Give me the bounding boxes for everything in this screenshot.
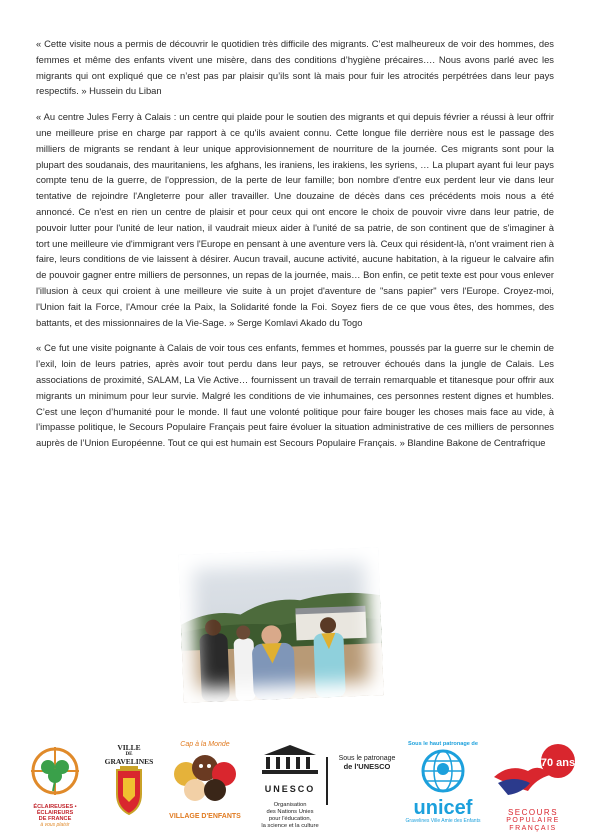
unesco-caption	[254, 802, 326, 830]
testimony-serge: « Au centre Jules Ferry à Calais : un centre qui plaide pour le soutien des migrants et qui depuis février a réussi à leur offrir une meilleure prise en charge par rapport à ce qu'ils avaient connu. Cette longue file derrière nous est le passage des milliers de migrants se rendant à leur unique approvisionnement de nourriture de la journée. Ces migrants sont pour la plupart des soudanais, des mauritaniens, les afghans, les iraniens, les irakiens, les syriens, … La plupart ayant fui leur pays compte tenu de la guerre, de l'oppression, de la perte de leur famille; bon nombre d'entre eux perdent leur vie dans leur tentative de rejoindre l'Angleterre pour aller travailler. Une douzaine de décès dans ces précédents mois nous a été annoncé. Ce n'est en rien un centre de plaisir et pour ceux qui ont encore le choix de pouvoir vivre dans leur patrie, de pouvoir lutter pour l'unité de leur nation, il vaudrait mieux aider à l'unité de sa patrie, de son continent que de s'imaginer à tort une meilleure vie d'immigrant vers l'Europe en pensant à une aventure vers là. Ceux qui résident-là, n'ont vraiment rien à faire, leurs conditions de vie laissent à désirer. Aucun travail, aucune activité, aucune habitation, à la rigueur le calvaire afin de pouvoir gagner entre milliers de personnes, un repas de la journée, mais… Bon enfin, ce petit texte est pour vous enlever l'illusion à ceux qui croient à une meilleure vie suite à un projet d'aventure de "sans papier" vers l'Europe. Croyez-moi, l'Union fait la Force, l'Amour crée la Paix, la Solidarité fonde la Foi. Soyez fiers de ce que vous êtes, des hommes, des battants, et des missionnaires de la Vie-Sage. » Serge Komlavi Akado du Togo	[36, 111, 554, 328]
unicef-logo	[402, 741, 484, 835]
children-faces-icon	[166, 748, 244, 808]
secours-line1: SECOURS	[507, 808, 559, 817]
article-body	[36, 36, 554, 461]
eedf-name-line1: ÉCLAIREUSES • ÉCLAIREURS	[33, 804, 77, 816]
unesco-caption-line: Organisation	[273, 802, 307, 808]
unesco-temple-icon	[254, 743, 326, 777]
unicef-wordmark: unicef	[413, 797, 473, 819]
eedf-emblem-icon	[20, 743, 90, 799]
group-photo	[178, 547, 384, 703]
secours-badge-text: 70 ans	[540, 757, 576, 769]
gravelines-line3: GRAVELINES	[104, 757, 154, 766]
unicef-globe-icon	[402, 747, 484, 793]
unicef-city-caption: Gravelines Ville Amie des Enfants	[405, 818, 481, 824]
gravelines-logo	[100, 743, 158, 833]
patronage-line1: Sous le patronage	[338, 755, 396, 762]
gravelines-coat-of-arms-icon	[100, 766, 158, 816]
partner-logos-footer	[0, 735, 591, 835]
testimony-hussein: « Cette visite nous a permis de découvrir le quotidien très difficile des migrants. C’est malheureux de voir des hommes, des femmes et même des enfants vivent une misère, dans des conditions d’hygiène précaires…. Nous avons parlé avec les migrants qui ont expliqué que ce n’est pas par plaisir qu’ils sont là mais pour fuir les atrocités perpétrées dans leur pays respectifs. » Hussein du Liban	[36, 38, 554, 97]
gravelines-line1: VILLE	[117, 743, 141, 752]
unesco-title: UNESCO	[264, 784, 316, 794]
village-top-text: Cap à la Monde	[180, 741, 230, 748]
village-enfants-logo	[166, 741, 244, 831]
patronage-divider	[326, 757, 328, 805]
eedf-name-line2: DE FRANCE	[38, 816, 72, 822]
group-photo-image	[178, 547, 384, 703]
secours-hand-dove-icon	[488, 741, 578, 803]
patronage-line2: de l'UNESCO	[343, 762, 391, 771]
eedf-tagline: à vous plaisir	[40, 822, 70, 828]
unesco-patronage-text	[332, 755, 402, 795]
eedf-logo	[20, 743, 90, 831]
secours-line2: POPULAIRE	[506, 817, 560, 824]
secours-line3: FRANÇAIS	[509, 825, 557, 832]
testimony-blandine: « Ce fut une visite poignante à Calais de voir tous ces enfants, femmes et hommes, poussés par la guerre sur le chemin de l’exil, loin de leurs patries, après avoir tout perdu dans leur pays, se retrouver échoués dans la jungle de Calais. Les associations de proximité, SALAM, La Vie Active… fournissent un travail de terrain remarquable et titanesque pour offrir aux migrants un minimum pour leur survie. Malgré les conditions de vie inhumaines, ces personnes restent dignes et humbles. C’est une leçon d’humanité pour le monde. Il faut une volonté politique pour faire bouger les choses mais face au vide, à l’impasse politique, le Secours Populaire Français peut faire évoluer la situation administrative de ces milliers de personnes auprès de l’Union Européenne. Tout ce qui est humain est Secours Populaire Français. » Blandine Bakone de Centrafrique	[36, 342, 554, 449]
gravelines-line2: DE	[125, 752, 133, 757]
unesco-caption-line: pour l'éducation,	[268, 816, 312, 822]
unesco-logo	[254, 743, 326, 833]
village-bottom-text: VILLAGE D'ENFANTS	[169, 813, 241, 820]
secours-populaire-logo	[488, 741, 578, 835]
unesco-caption-line: des Nations Unies	[266, 809, 314, 815]
unicef-patronage-text: Sous le haut patronage de	[408, 741, 478, 747]
unesco-caption-line: la science et la culture	[261, 823, 319, 829]
